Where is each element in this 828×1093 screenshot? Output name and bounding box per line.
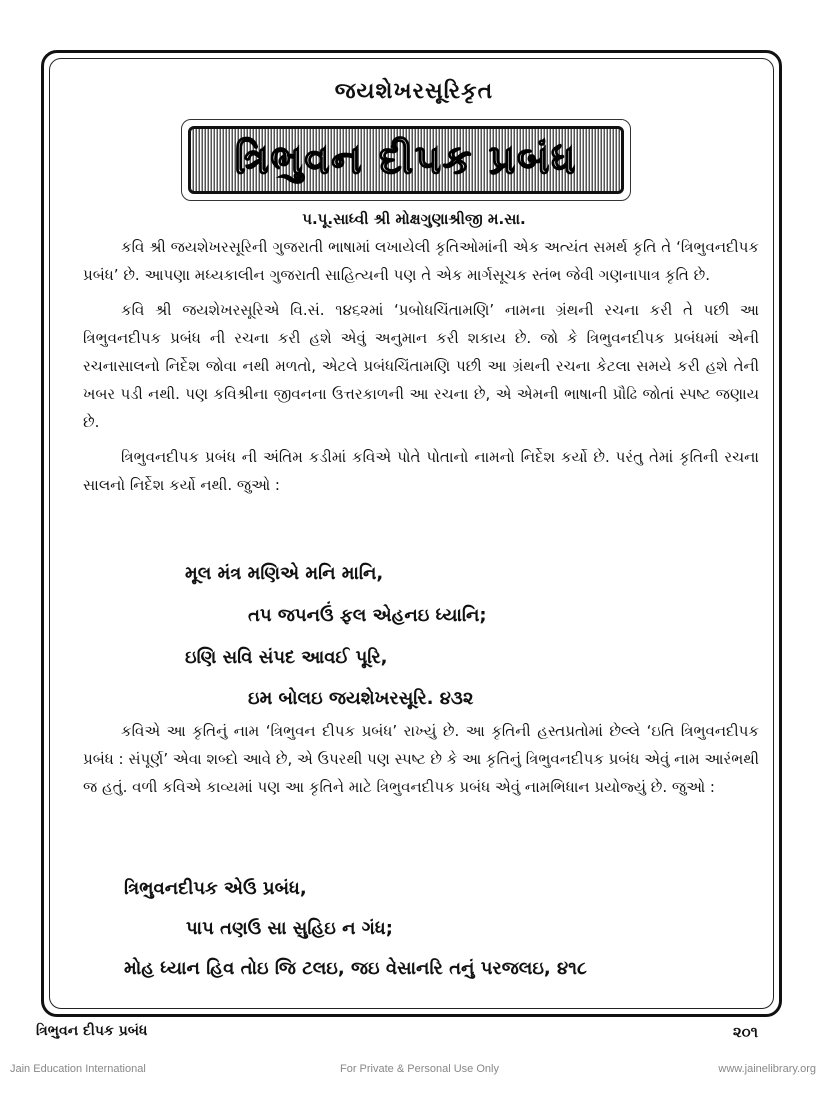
paragraph-2: કવિ શ્રી જયશેખરસૂરિએ વિ.સં. ૧૪૬૨માં ‘પ્રબોધચિંતામણિ’ નામના ગ્રંથની રચના કરી તે પછી આ ત્રિભુવનદીપક પ્રબંધ ની રચના કરી હશે એવું અનુમાન કરી શકાય છે. જો કે ત્રિભુવનદીપક પ્રબંધમાં એની રચનાસાલનો નિર્દેશ જોવા નથી મળતો, એટલે પ્રબંધચિંતામણિ પછી આ ગ્રંથની રચના કેટલા સમયે કરી હશે તેની ખબર પડી નથી. પણ કવિશ્રીના જીવનના ઉત્તરકાળની આ રચના છે, એ એમની ભાષાની પ્રૌઢિ જોતાં સ્પષ્ટ જણાય છે.	[83, 301, 759, 431]
credit-center: For Private & Personal Use Only	[340, 1063, 499, 1075]
intro-paragraphs	[83, 233, 759, 506]
paragraph-4: કવિએ આ કૃતિનું નામ ‘ત્રિભુવન દીપક પ્રબંધ’ રાખ્યું છે. આ કૃતિની હસ્તપ્રતોમાં છેલ્લે ‘ઇતિ ત્રિભુવનદીપક પ્રબંધ : સંપૂર્ણ’ એવા શબ્દો આવે છે, એ ઉપરથી પણ સ્પષ્ટ છે કે આ કૃતિનું ત્રિભુવનદીપક પ્રબંધ એવું નામ આરંભથી જ હતું. વળી કવિએ કાવ્યમાં પણ આ કૃતિને માટે ત્રિભુવનદીપક પ્રબંધ એવું નામભિધાન પ્રયોજ્યું છે. જુઓ :	[83, 722, 760, 796]
author-credit: જયશેખરસૂરિકૃત	[334, 79, 494, 104]
running-title: ત્રિભુવન દીપક પ્રબંધ	[36, 1023, 148, 1039]
page-number: ૨૦૧	[732, 1023, 758, 1041]
title-banner-inner	[188, 126, 624, 194]
page-title: ત્રિભુવન દીપક પ્રબંધ	[234, 137, 578, 183]
verse2-line1: ત્રિભુવનદીપક એઉ પ્રબંધ,	[124, 878, 307, 899]
title-banner	[181, 119, 631, 201]
byline: પ.પૂ.સાધ્વી શ્રી મોક્ષગુણાશ્રીજી મ.સા.	[302, 210, 526, 228]
verse2-line3: મોહ ધ્યાન હિવ તોઇ જિ ટલઇ, જઇ વેસાનરિ તનું પરજલઇ, ૪૧૮	[124, 958, 587, 979]
credit-right[interactable]: www.jainelibrary.org	[718, 1063, 816, 1075]
verse1-line4: ઇમ બોલઇ જયશેખરસૂરિ. ૪૩૨	[248, 688, 474, 709]
verse1-line1: મૂલ મંત્ર મણિએ મનિ માનિ,	[185, 563, 384, 584]
verse2-line2: પાપ તણઉ સા સુહિઇ ન ગંધ;	[186, 918, 393, 939]
paragraph-3: ત્રિભુવનદીપક પ્રબંધ ની અંતિમ કડીમાં કવિએ પોતે પોતાનો નામનો નિર્દેશ કર્યો છે. પરંતુ તેમાં કૃતિની રચના સાલનો નિર્દેશ કર્યો નથી. જુઓ :	[83, 448, 759, 494]
paragraph-4-block	[83, 717, 759, 808]
verse1-line3: ઇણિ સવિ સંપદ આવઈ પૂરિ,	[185, 647, 388, 668]
credit-left: Jain Education International	[10, 1063, 146, 1075]
paragraph-1: કવિ શ્રી જયશેખરસૂરિની ગુજરાતી ભાષામાં લખાયેલી કૃતિઓમાંની એક અત્યંત સમર્થ કૃતિ તે ‘ત્રિભુવનદીપક પ્રબંધ’ છે. આપણા મધ્યકાલીન ગુજરાતી સાહિત્યની પણ તે એક માર્ગસૂચક સ્તંભ જેવી ગણનાપાત્ર કૃતિ છે.	[83, 238, 759, 284]
verse1-line2: તપ જપનઉં ફલ એહનઇ ધ્યાનિ;	[248, 605, 487, 626]
